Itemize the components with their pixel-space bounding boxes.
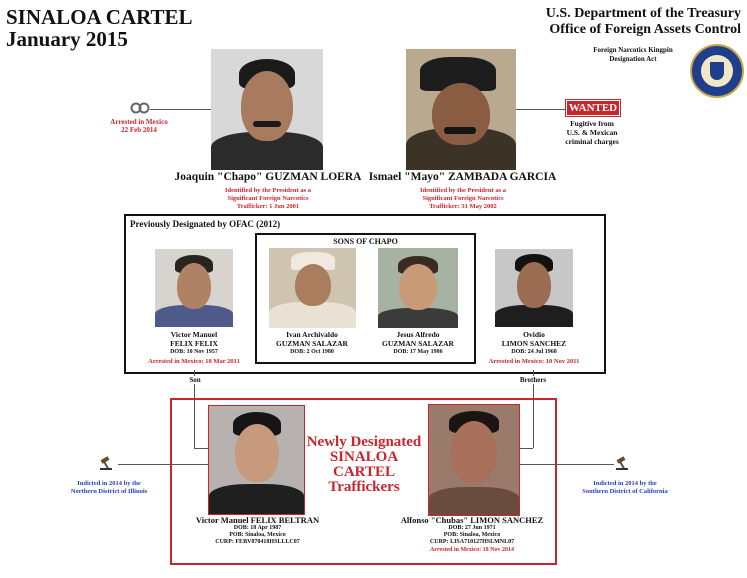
new-person-2-curp: CURP: LISA710127HSLMNL07 — [429, 539, 515, 545]
person-3-caption — [368, 330, 468, 357]
new-heading-line-3: Traffickers — [328, 479, 400, 495]
indict-right-line-2: Southern District of California — [582, 488, 668, 495]
leader-2-connector — [516, 109, 566, 110]
new-person-2-photo — [428, 404, 520, 516]
person-3-dob: DOB: 17 May 1986 — [393, 349, 443, 355]
new-person-2-dob: DOB: 27 Jun 1971 — [448, 525, 496, 531]
act-line-1: Foreign Narcotics Kingpin — [593, 46, 673, 54]
gavel-icon-left — [98, 456, 114, 470]
new-person-1-caption — [175, 516, 340, 546]
previous-heading: Previously Designated by OFAC (2012) — [130, 219, 281, 229]
person-4-status: Arrested in Mexico: 10 Nov 2011 — [488, 358, 580, 365]
indict-right-note — [565, 480, 685, 496]
leader-1-photo — [211, 49, 323, 170]
person-1-photo — [155, 249, 233, 327]
leader-2-status — [552, 119, 632, 146]
title-line-1: SINALOA CARTEL — [6, 5, 193, 29]
person-2-photo — [269, 248, 356, 328]
act-name — [588, 46, 678, 64]
sons-heading: SONS OF CHAPO — [333, 237, 398, 246]
new-person-2-status: Arrested in Mexico: 18 Nov 2014 — [429, 547, 515, 553]
leader-2-status-line-1: Fugitive from — [570, 119, 614, 128]
person-3-name-line-1: Jesus Alfredo — [396, 330, 440, 339]
new-heading-line-1: Newly Designated — [306, 434, 422, 450]
brothers-label: Brothers — [513, 376, 553, 384]
person-2-name-line-2: GUZMAN SALAZAR — [276, 339, 348, 348]
wanted-badge: WANTED — [566, 100, 620, 116]
new-person-2-name: Alfonso "Chubas" LIMON SANCHEZ — [400, 515, 544, 525]
treasury-seal-icon — [690, 44, 744, 98]
new-heading-line-2: SINALOA CARTEL — [329, 449, 399, 480]
person-1-status: Arrested in Mexico: 18 Mar 2011 — [148, 358, 240, 365]
leader-1-note-line-1: Identified by the President as a — [224, 187, 311, 194]
new-person-2-caption — [382, 516, 562, 554]
leader-1-note-line-3: Trafficker: 1 Jun 2001 — [236, 203, 300, 210]
son-label: Son — [180, 376, 210, 384]
person-4-dob: DOB: 24 Jul 1968 — [511, 349, 557, 355]
new-person-1-curp: CURP: FEBV870418HSLLLC07 — [215, 539, 300, 545]
leader-1-note — [188, 187, 348, 211]
leader-2-status-line-2: U.S. & Mexican — [566, 128, 618, 137]
leader-1-status-line-2: 22 Feb 2014 — [121, 126, 157, 134]
title-line-2: January 2015 — [6, 27, 128, 51]
person-1-name-line-2: FELIX FELIX — [170, 339, 218, 348]
person-3-name-line-2: GUZMAN SALAZAR — [382, 339, 454, 348]
leader-2-photo — [406, 49, 516, 170]
person-4-caption — [478, 330, 590, 366]
new-person-1-name: Victor Manuel FELIX BELTRAN — [195, 515, 320, 525]
person-4-name-line-2: LIMON SANCHEZ — [501, 339, 567, 348]
gavel-icon-right — [614, 456, 630, 470]
indict-right-line-1: Indicted in 2014 by the — [593, 480, 657, 487]
person-2-caption — [262, 330, 362, 357]
new-designations-heading — [298, 435, 430, 495]
leader-2-note — [383, 187, 543, 211]
person-4-name-line-1: Ovidio — [523, 330, 545, 339]
agency-name — [546, 6, 741, 38]
agency-line-2: Office of Foreign Assets Control — [549, 22, 741, 37]
leader-2-name: Ismael "Mayo" ZAMBADA GARCIA — [368, 171, 557, 183]
person-1-dob: DOB: 10 Nov 1957 — [170, 349, 218, 355]
indict-right-connector — [519, 464, 614, 465]
leader-1-status — [94, 118, 184, 134]
new-person-1-dob: DOB: 18 Apr 1987 — [233, 525, 282, 531]
leader-1-connector — [150, 109, 211, 110]
leader-2-status-line-3: criminal charges — [565, 137, 619, 146]
new-person-1-pob: POB: Sinaloa, Mexico — [229, 532, 286, 538]
act-line-2: Designation Act — [609, 55, 657, 63]
person-2-dob: DOB: 2 Oct 1980 — [290, 349, 334, 355]
person-3-photo — [378, 248, 458, 328]
leader-1-name: Joaquin "Chapo" GUZMAN LOERA — [174, 171, 362, 183]
leader-1-note-line-2: Significant Foreign Narcotics — [227, 195, 309, 202]
person-1-name-line-1: Victor Manuel — [170, 330, 218, 339]
agency-line-1: U.S. Department of the Treasury — [545, 6, 741, 21]
indict-left-connector — [118, 464, 208, 465]
new-person-2-pob: POB: Sinaloa, Mexico — [443, 532, 501, 538]
leader-1-status-line-1: Arrested in Mexico — [110, 118, 168, 126]
person-4-photo — [495, 249, 573, 327]
chart-title — [6, 6, 193, 50]
handcuffs-icon — [130, 101, 150, 115]
new-person-1-photo — [208, 405, 305, 515]
indict-left-note — [50, 480, 168, 496]
leader-2-note-line-1: Identified by the President as a — [419, 187, 506, 194]
leader-2-note-line-2: Significant Foreign Narcotics — [422, 195, 504, 202]
indict-left-line-1: Indicted in 2014 by the — [77, 480, 141, 487]
indict-left-line-2: Northern District of Illinois — [70, 488, 148, 495]
leader-2-note-line-3: Trafficker: 31 May 2002 — [429, 203, 497, 210]
person-2-name-line-1: Ivan Archivaldo — [286, 330, 338, 339]
person-1-caption — [140, 330, 248, 366]
